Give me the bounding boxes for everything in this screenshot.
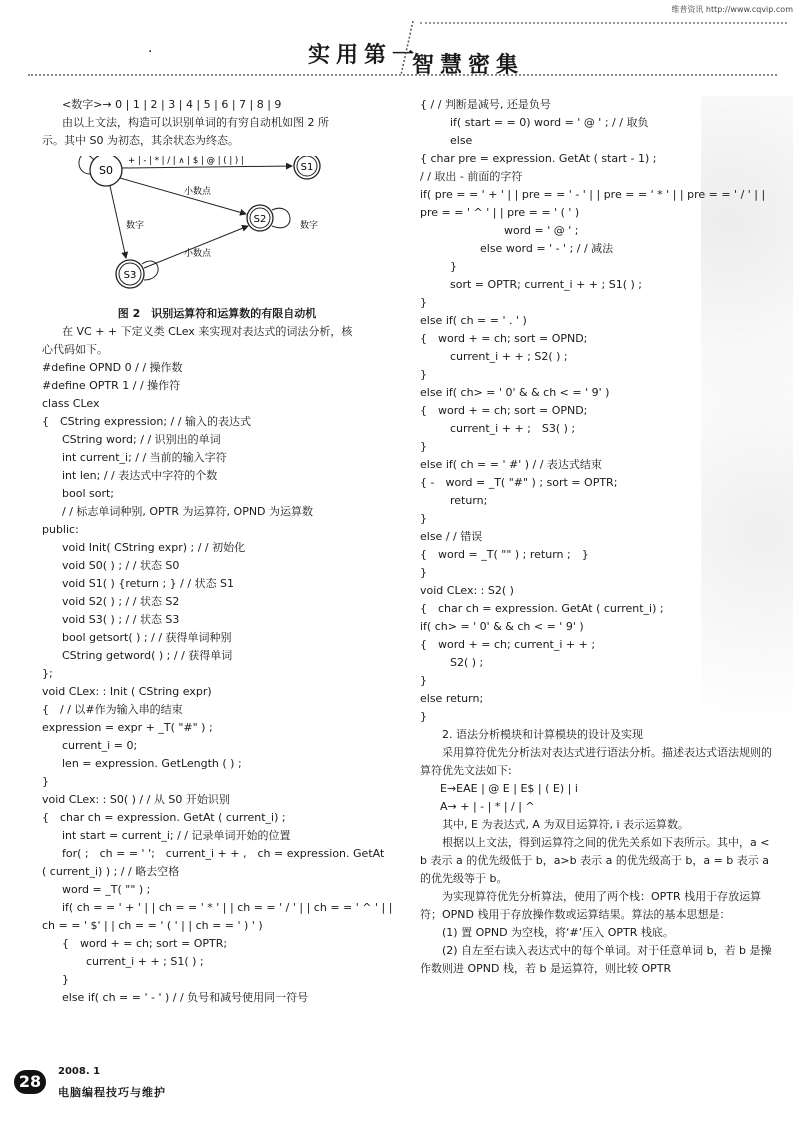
code-line: }	[420, 440, 427, 453]
code-line: class CLex	[42, 397, 100, 410]
code-line: CString getword( ) ; / / 获得单词	[62, 649, 233, 662]
code-line: for( ; ch = = ' '; current_i + + , ch = expression. GetAt	[62, 847, 385, 860]
s2-self-loop	[272, 208, 290, 228]
code-line: current_i + + ; S2( ) ;	[450, 350, 568, 363]
code-line: ch = = ' $' | | ch = = ' ( ' | | ch = = ' ) ' )	[42, 919, 263, 932]
code-line: else if( ch = = ' . ' )	[420, 314, 527, 327]
code-line: else / / 错误	[420, 530, 483, 543]
header-slash-divider	[400, 20, 414, 76]
svg-text:S2: S2	[253, 214, 267, 225]
code-line: current_i + + ; S3( ) ;	[450, 422, 576, 435]
site-watermark: 维普资讯 http://www.cqvip.com	[671, 5, 793, 14]
state-s1	[294, 156, 320, 179]
header-dotted-rule-top	[420, 22, 787, 24]
code-line: CString word; / / 识别出的单词	[62, 433, 221, 446]
code-line: int start = current_i; / / 记录单词开始的位置	[62, 829, 291, 842]
grammar-rule: E→EAE | @ E | E$ | ( E) | i	[440, 782, 578, 795]
code-line: { word + = ch; sort = OPND;	[420, 404, 588, 417]
left-column	[42, 96, 392, 1007]
code-line: { word = _T( "" ) ; return ; }	[420, 548, 589, 561]
code-line: }	[450, 260, 457, 273]
code-line: void S0( ) ; / / 状态 S0	[62, 559, 180, 572]
title-right: 智慧密集	[412, 52, 525, 78]
column-title	[300, 30, 530, 78]
code-line: { char ch = expression. GetAt ( current_i) ;	[420, 602, 664, 615]
svg-text:S3: S3	[123, 270, 137, 281]
code-line: void Init( CString expr) ; / / 初始化	[62, 541, 246, 554]
code-line: }	[420, 566, 427, 579]
paragraph: 其中, E 为表达式, A 为双目运算符, i 表示运算数。	[442, 818, 689, 831]
code-line: if( ch = = ' + ' | | ch = = ' * ' | | ch = = ' / ' | | ch = = ' ^ ' | |	[62, 901, 392, 914]
edge-s0-s2	[120, 178, 246, 214]
magazine-name: 电脑编程技巧与维护	[58, 1086, 166, 1099]
code-line: void S1( ) {return ; } / / 状态 S1	[62, 577, 235, 590]
code-line: #define OPND 0 / / 操作数	[42, 361, 183, 374]
edge-s3-s2-label: 小数点	[184, 249, 212, 259]
header-bullet: ·	[148, 44, 153, 60]
paragraph: (1) 置 OPND 为空栈，将‘#’压入 OPTR 栈底。	[442, 926, 674, 939]
edge-s0-s1-label: + | - | * | / | ∧ | $ | @ | ( | ) |	[128, 156, 244, 166]
code-line: word = ' @ ' ;	[504, 224, 579, 237]
right-column	[420, 96, 775, 978]
code-line: { CString expression; / / 输入的表达式	[42, 415, 251, 428]
code-line: 在 VC + + 下定义类 CLex 来实现对表达式的词法分析，核	[62, 325, 353, 338]
code-line: }	[420, 710, 427, 723]
code-line: if( ch> = ' 0' & & ch < = ' 9' )	[420, 620, 584, 633]
issue-date: 2008. 1	[58, 1066, 101, 1077]
text-line: 示。其中 S0 为初态，其余状态为终态。	[42, 134, 239, 147]
code-line: void CLex: : Init ( CString expr)	[42, 685, 212, 698]
s3-self-loop	[142, 261, 158, 280]
code-line: }	[420, 674, 427, 687]
code-line: word = _T( "" ) ;	[62, 883, 151, 896]
code-line: { / / 判断是减号, 还是负号	[420, 98, 551, 111]
code-line: expression = expr + _T( "#" ) ;	[42, 721, 213, 734]
code-line: { / / 以#作为输入串的结束	[42, 703, 183, 716]
left-intro-text	[42, 96, 392, 150]
code-line: void CLex: : S0( ) / / 从 S0 开始识别	[42, 793, 230, 806]
figure-caption: 图 2 识别运算符和运算数的有限自动机	[117, 307, 317, 320]
code-line: else if( ch> = ' 0' & & ch < = ' 9' )	[420, 386, 610, 399]
code-line: void S2( ) ; / / 状态 S2	[62, 595, 180, 608]
code-line: public:	[42, 523, 79, 536]
code-line: else return;	[420, 692, 484, 705]
code-line: current_i + + ; S1( ) ;	[86, 955, 204, 968]
edge-s0-s1	[122, 166, 292, 168]
code-line: { word + = ch; sort = OPTR;	[62, 937, 228, 950]
edge-s0-s3-label: 数字	[126, 221, 145, 231]
paragraph: 为实现算符优先分析算法，使用了两个栈：OPTR 栈用于存放运算符；OPND 栈用于存放操作数或运算结果。算法的基本思想是：	[420, 890, 762, 921]
code-line: ( current_i) ) ; / / 略去空格	[42, 865, 180, 878]
automaton-figure	[42, 156, 392, 301]
paragraph: (2) 自左至右读入表达式中的每个单词。对于任意单词 b，若 b 是操作数则进 OPND 栈，若 b 是运算符，则比较 OPTR	[420, 944, 772, 975]
code-line: { char pre = expression. GetAt ( start - 1) ;	[420, 152, 657, 165]
right-body-text	[420, 726, 775, 978]
code-line: else if( ch = = ' - ' ) / / 负号和减号使用同一符号	[62, 991, 309, 1004]
code-line: return;	[450, 494, 488, 507]
paragraph: 根据以上文法，得到运算符之间的优先关系如下表所示。其中，a < b 表示 a 的优先级低于 b，a>b 表示 a 的优先级高于 b，a = b 表示 a 的优先级等于 b。	[420, 836, 770, 885]
code-line: { char ch = expression. GetAt ( current_i) ;	[42, 811, 286, 824]
code-line: pre = = ' ^ ' | | pre = = ' ( ' )	[420, 206, 580, 219]
loop-s2-label: 数字	[300, 221, 319, 231]
state-s3	[116, 260, 144, 288]
right-code-listing	[420, 96, 775, 726]
paragraph: 2. 语法分析模块和计算模块的设计及实现	[442, 728, 643, 741]
code-line: bool getsort( ) ; / / 获得单词种别	[62, 631, 232, 644]
code-line: }	[62, 973, 69, 986]
grammar-rule: A→ + | - | * | / | ^	[440, 800, 535, 813]
page-footer	[14, 1062, 214, 1112]
code-line: else if( ch = = ' #' ) / / 表达式结束	[420, 458, 602, 471]
code-line: #define OPTR 1 / / 操作符	[42, 379, 181, 392]
code-line: }	[42, 775, 49, 788]
svg-text:S1: S1	[300, 162, 314, 173]
code-line: S2( ) ;	[450, 656, 484, 669]
code-line: int len; / / 表达式中字符的个数	[62, 469, 218, 482]
code-line: }	[420, 368, 427, 381]
edge-s0-s2-label: 小数点	[184, 187, 212, 197]
code-line: sort = OPTR; current_i + + ; S1( ) ;	[450, 278, 642, 291]
svg-text:S0: S0	[99, 164, 113, 177]
code-line: / / 标志单词种别, OPTR 为运算符, OPND 为运算数	[62, 505, 314, 518]
code-line: { - word = _T( "#" ) ; sort = OPTR;	[420, 476, 618, 489]
edge-s0-s3	[110, 186, 126, 258]
automaton-diagram	[42, 156, 392, 301]
edge-s3-s2	[144, 226, 248, 268]
code-line: 心代码如下。	[42, 343, 108, 356]
left-code-listing	[42, 323, 392, 1007]
state-s0	[90, 156, 122, 186]
code-line: }	[420, 512, 427, 525]
code-line: else	[450, 134, 473, 147]
code-line: bool sort;	[62, 487, 114, 500]
title-left: 实用第一	[308, 42, 421, 68]
text-line: 由以上文法，构造可以识别单词的有穷自动机如图 2 所	[62, 116, 329, 129]
code-line: / / 取出 - 前面的字符	[420, 170, 523, 183]
code-line: int current_i; / / 当前的输入字符	[62, 451, 227, 464]
state-s2	[247, 205, 273, 231]
page-number: 28	[14, 1070, 46, 1094]
code-line: void CLex: : S2( )	[420, 584, 514, 597]
code-line: }	[420, 296, 427, 309]
code-line: current_i = 0;	[62, 739, 138, 752]
code-line: len = expression. GetLength ( ) ;	[62, 757, 242, 770]
header-dotted-rule	[28, 74, 777, 76]
code-line: void S3( ) ; / / 状态 S3	[62, 613, 180, 626]
code-line: if( pre = = ' + ' | | pre = = ' - ' | | pre = = ' * ' | | pre = = ' / ' | |	[420, 188, 766, 201]
code-line: { word + = ch; sort = OPND;	[420, 332, 588, 345]
paragraph: 采用算符优先分析法对表达式进行语法分析。描述表达式语法规则的算符优先文法如下:	[420, 746, 772, 777]
code-line: { word + = ch; current_i + + ;	[420, 638, 596, 651]
code-line: };	[42, 667, 53, 680]
code-line: else word = ' - ' ; / / 减法	[480, 242, 614, 255]
text-line: <数字>→ 0 | 1 | 2 | 3 | 4 | 5 | 6 | 7 | 8 | 9	[62, 98, 282, 111]
code-line: if( start = = 0) word = ' @ ' ; / / 取负	[450, 116, 649, 129]
